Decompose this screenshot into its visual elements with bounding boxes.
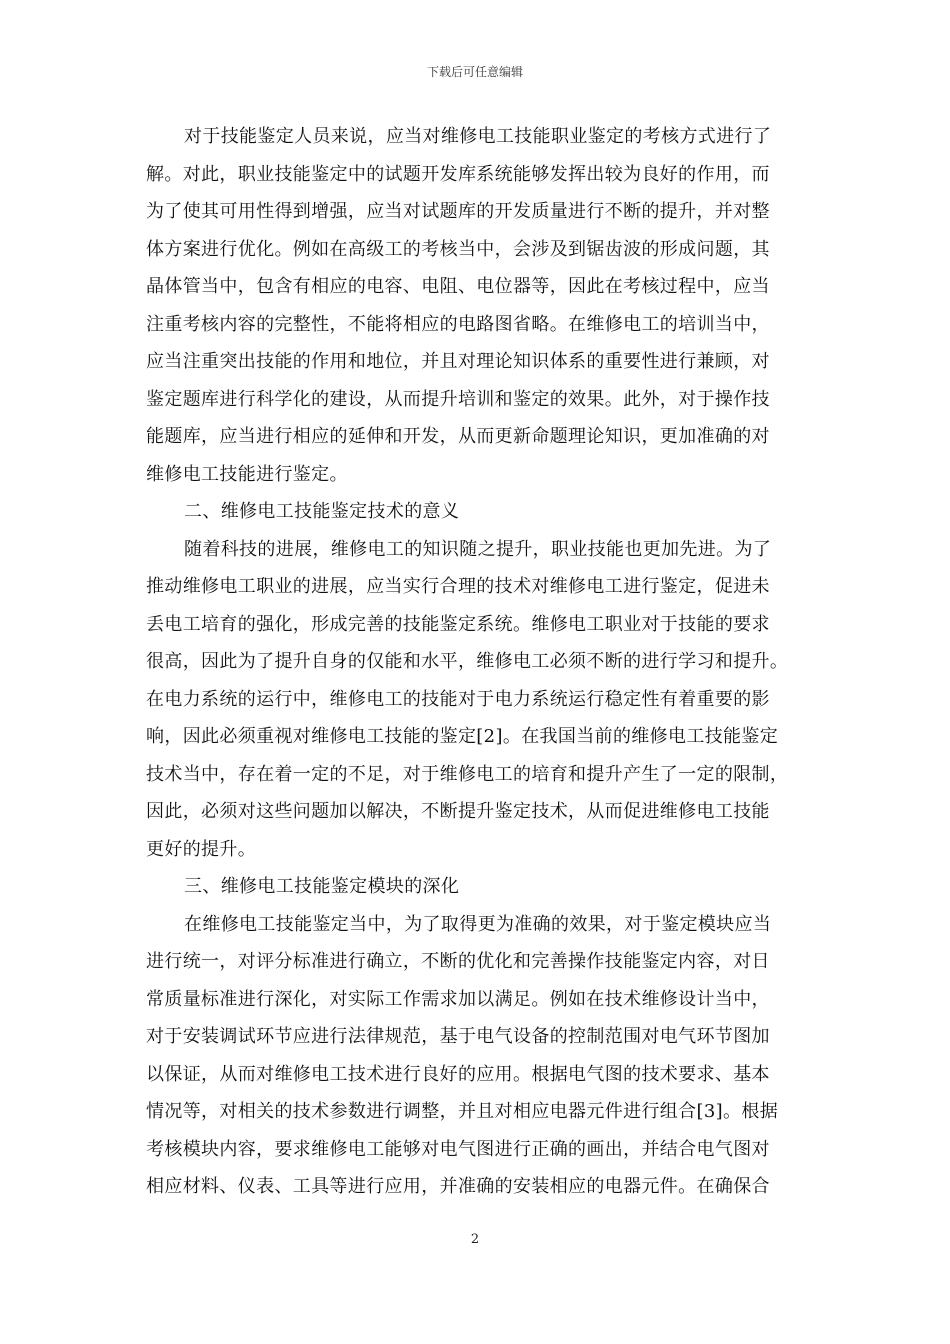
paragraph-line: 以保证，从而对维修电工技术进行良好的应用。根据电气图的技术要求、基本: [146, 1063, 770, 1085]
paragraph-line: 更好的提升。: [146, 838, 257, 860]
paragraph-line: 很高，因此为了提升自身的仅能和水平，维修电工必须不断的进行学习和提升。: [146, 651, 789, 672]
paragraph-line: 丢电工培育的强化，形成完善的技能鉴定系统。维修电工职业对于技能的要求: [146, 613, 770, 635]
page-header: 下载后可任意编辑: [426, 65, 523, 79]
paragraph-line: 应当注重突出技能的作用和地位，并且对理论知识体系的重要性进行兼顾，对: [146, 351, 770, 372]
paragraph-line: 在电力系统的运行中，维修电工的技能对于电力系统运行稳定性有着重要的影: [146, 688, 770, 710]
paragraph-line: 为了使其可用性得到增强，应当对试题库的开发质量进行不断的提升，并对整: [146, 201, 770, 222]
paragraph-line: 推动维修电工职业的进展，应当实行合理的技术对维修电工进行鉴定，促进未: [146, 576, 770, 597]
paragraph-line: 进行统一，对评分标准进行确立，不断的优化和完善操作技能鉴定内容，对日: [146, 951, 770, 972]
paragraph-line: 情况等，对相关的技术参数进行调整，并且对相应电器元件进行组合[3]。根据: [146, 1101, 779, 1122]
paragraph-line: 相应材料、仪表、工具等进行应用，并准确的安装相应的电器元件。在确保合: [146, 1176, 770, 1197]
paragraph-line: 注重考核内容的完整性，不能将相应的电路图省略。在维修电工的培训当中，: [146, 313, 770, 335]
paragraph-line: 鉴定题库进行科学化的建设，从而提升培训和鉴定的效果。此外，对于操作技: [146, 388, 770, 410]
paragraph-line: 技术当中，存在着一定的不足，对于维修电工的培育和提升产生了一定的限制，: [146, 763, 789, 785]
paragraph-line: 晶体管当中，包含有相应的电容、电阻、电位器等，因此在考核过程中，应当: [146, 276, 770, 297]
paragraph-line: 对于安装调试环节应进行法律规范，基于电气设备的控制范围对电气环节图加: [146, 1026, 770, 1047]
paragraph-line: 随着科技的进展，维修电工的知识随之提升，职业技能也更加先进。为了: [184, 538, 772, 560]
document-body: [146, 118, 808, 1206]
paragraph-line: 因此，必须对这些问题加以解决，不断提升鉴定技术，从而促进维修电工技能: [146, 801, 770, 822]
paragraph-line: 体方案进行优化。例如在高级工的考核当中，会涉及到锯齿波的形成问题，其: [146, 238, 770, 260]
paragraph-line: 考核模块内容，要求维修电工能够对电气图进行正确的画出，并结合电气图对: [146, 1138, 770, 1160]
section-heading: 三、维修电工技能鉴定模块的深化: [184, 876, 460, 897]
section-heading: 二、维修电工技能鉴定技术的意义: [184, 501, 460, 522]
paragraph-line: 对于技能鉴定人员来说，应当对维修电工技能职业鉴定的考核方式进行了: [184, 126, 772, 147]
page-number: 2: [470, 1232, 480, 1247]
paragraph-line: 维修电工技能进行鉴定。: [146, 463, 348, 485]
paragraph-line: 响，因此必须重视对维修电工技能的鉴定[2]。在我国当前的维修电工技能鉴定: [146, 726, 779, 747]
paragraph-line: 能题库，应当进行相应的延伸和开发，从而更新命题理论知识，更加准确的对: [146, 426, 770, 447]
paragraph-line: 常质量标准进行深化，对实际工作需求加以满足。例如在技术维修设计当中，: [146, 988, 770, 1010]
paragraph-line: 解。对此，职业技能鉴定中的试题开发库系统能够发挥出较为良好的作用，而: [146, 163, 770, 185]
paragraph-line: 在维修电工技能鉴定当中，为了取得更为准确的效果，对于鉴定模块应当: [184, 913, 772, 935]
